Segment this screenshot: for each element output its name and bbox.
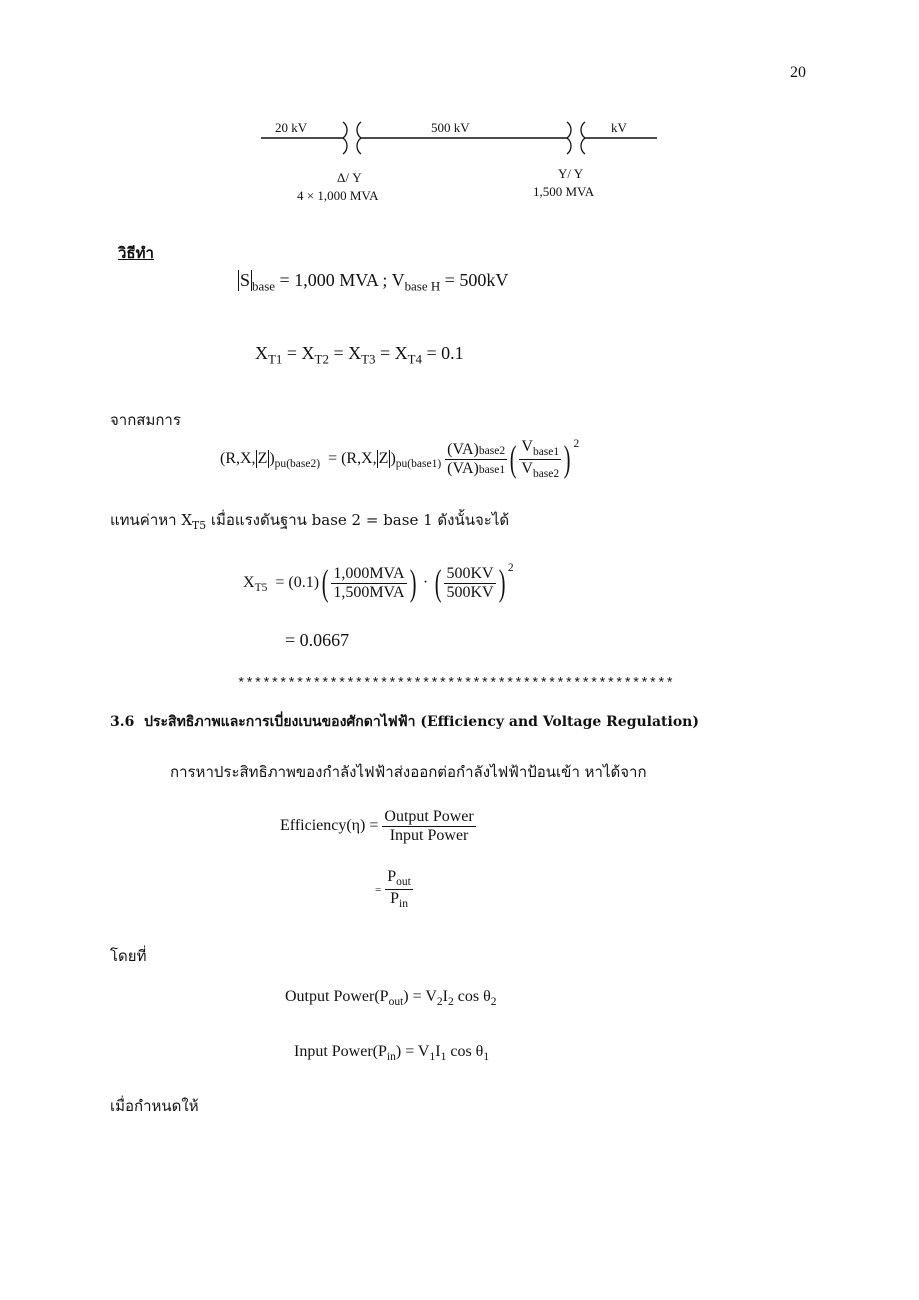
substitute-after: เมื่อแรงดันฐาน base 2 = base 1 ดังนั้นจะได้: [206, 511, 510, 529]
pout-i: I: [442, 988, 448, 1005]
right-voltage-label: kV: [611, 120, 627, 135]
xt5-x: X: [243, 574, 255, 592]
pout-cos-sub: 2: [490, 996, 497, 1009]
pin-i: I: [435, 1043, 441, 1060]
eff-lhs: Efficiency(η) =: [280, 816, 379, 834]
conv-rhs-sub: pu(base1): [395, 458, 442, 471]
left-voltage-label: 20 kV: [275, 120, 308, 135]
close-paren: ): [563, 438, 571, 480]
substitute-before: แทนค่าหา X: [110, 511, 193, 529]
t2-connection-label: Y/ Y: [558, 166, 584, 181]
section-number: 3.6: [110, 714, 135, 730]
xt4: = X: [379, 343, 408, 363]
xt2: = X: [286, 343, 315, 363]
from-equation-text: จากสมการ: [110, 411, 181, 429]
conv-rhs: = (R,X,: [328, 450, 377, 468]
va-num-sub: base2: [478, 445, 506, 458]
pin-cos: cos θ: [446, 1043, 484, 1060]
p-num: P: [387, 868, 397, 885]
va-den: (VA): [447, 459, 479, 477]
xt4-sub: T4: [407, 351, 423, 367]
s-base-value: = 1,000 MVA ; V: [279, 270, 405, 290]
xt3-sub: T3: [361, 351, 376, 367]
v-den: V: [521, 459, 533, 477]
va-num: (VA): [447, 441, 479, 459]
conv-lhs-z: Z: [257, 450, 268, 468]
middle-voltage-label: 500 kV: [431, 120, 470, 135]
kv-den: 500KV: [446, 583, 494, 601]
eff-eq2: =: [375, 883, 382, 896]
t1-connection-label: Δ/ Y: [337, 170, 362, 185]
p-den: P: [390, 889, 399, 907]
define-text: เมื่อกำหนดให้: [110, 1097, 199, 1115]
xt1-sub: T1: [268, 351, 283, 367]
conv-lhs-close: ): [269, 450, 275, 468]
pin-mid: ) = V: [395, 1043, 430, 1060]
close-paren-1: ): [409, 562, 417, 604]
pout-lhs-sub: out: [388, 996, 404, 1009]
xt2-sub: T2: [314, 351, 329, 367]
xt5-x-sub: T5: [254, 582, 268, 595]
pout-v-sub: 2: [436, 996, 443, 1009]
pin-lhs-sub: in: [386, 1051, 396, 1064]
eff-den: Input Power: [389, 826, 469, 844]
t2-rating-label: 1,500 MVA: [533, 184, 595, 199]
conv-power: 2: [573, 438, 580, 450]
pout-i-sub: 2: [448, 996, 454, 1009]
power-fraction: [382, 808, 475, 844]
efficiency-equation-2: [375, 868, 413, 910]
xt5-equation: [243, 562, 514, 602]
xt5-power: 2: [507, 562, 514, 574]
pout-equation: [285, 988, 497, 1008]
pin-lhs: Input Power(P: [294, 1043, 387, 1060]
xt5-result: = 0.0667: [285, 630, 350, 650]
pin-v-sub: 1: [429, 1051, 436, 1064]
conv-lhs-sub: pu(base2): [274, 458, 321, 471]
pout-cos: cos θ: [453, 988, 491, 1005]
efficiency-equation: [280, 808, 476, 844]
mva-den: 1,500MVA: [333, 583, 405, 601]
separator-line: ****************************************************: [237, 676, 674, 692]
intro-paragraph: การหาประสิทธิภาพของกำลังไฟฟ้าส่งออกต่อกำลังไฟฟ้าป้อนเข้า หาได้จาก: [170, 763, 647, 781]
xt-equation: [255, 343, 464, 368]
kv-fraction: [444, 565, 495, 601]
substitute-sub: T5: [192, 518, 207, 532]
page-number: 20: [790, 64, 806, 81]
xt1: X: [255, 343, 268, 363]
open-paren-1: (: [321, 562, 329, 604]
pin-cos-sub: 1: [483, 1051, 490, 1064]
mva-num: 1,000MVA: [333, 565, 405, 583]
p-fraction: [385, 868, 413, 910]
xt5-coef: = (0.1): [275, 574, 320, 592]
conv-rhs-z: Z: [378, 450, 389, 468]
conv-rhs-close: ): [390, 450, 396, 468]
v-base-sub: base H: [404, 278, 441, 294]
mva-fraction: [331, 565, 406, 601]
t1-rating-label: 4 × 1,000 MVA: [297, 188, 379, 203]
open-paren: (: [509, 438, 517, 480]
va-fraction: [445, 441, 507, 477]
solution-heading: วิธีทำ: [118, 244, 154, 262]
pout-mid: ) = V: [403, 988, 437, 1005]
v-fraction: [519, 438, 561, 480]
base-equation: [238, 270, 508, 295]
substitute-text: [110, 508, 509, 532]
v-num: V: [521, 438, 533, 456]
v-num-sub: base1: [532, 446, 560, 459]
conversion-equation: [220, 438, 579, 481]
where-text: โดยที่: [110, 947, 147, 965]
s-magnitude: S: [240, 270, 251, 290]
section-heading: [110, 711, 699, 733]
v-den-sub: base2: [532, 467, 560, 480]
section-title: ประสิทธิภาพและการเบี่ยงเบนของศักดาไฟฟ้า (Efficiency and Voltage Regulation): [144, 714, 699, 730]
xt-value: = 0.1: [426, 343, 464, 363]
va-den-sub: base1: [478, 463, 506, 476]
v-base-value: = 500kV: [444, 270, 509, 290]
close-paren-2: ): [498, 562, 506, 604]
p-num-sub: out: [396, 876, 411, 889]
pin-i-sub: 1: [440, 1051, 447, 1064]
one-line-diagram: [255, 112, 665, 212]
pout-lhs: Output Power(P: [285, 988, 389, 1005]
pin-equation: [294, 1043, 489, 1063]
kv-num: 500KV: [446, 565, 494, 583]
eff-num: Output Power: [384, 808, 474, 825]
open-paren-2: (: [434, 562, 442, 604]
xt3: = X: [333, 343, 362, 363]
xt5-dot: ·: [422, 574, 429, 592]
s-base-sub: base: [252, 278, 276, 294]
p-den-sub: in: [399, 897, 408, 910]
conv-lhs: (R,X,: [220, 450, 256, 468]
